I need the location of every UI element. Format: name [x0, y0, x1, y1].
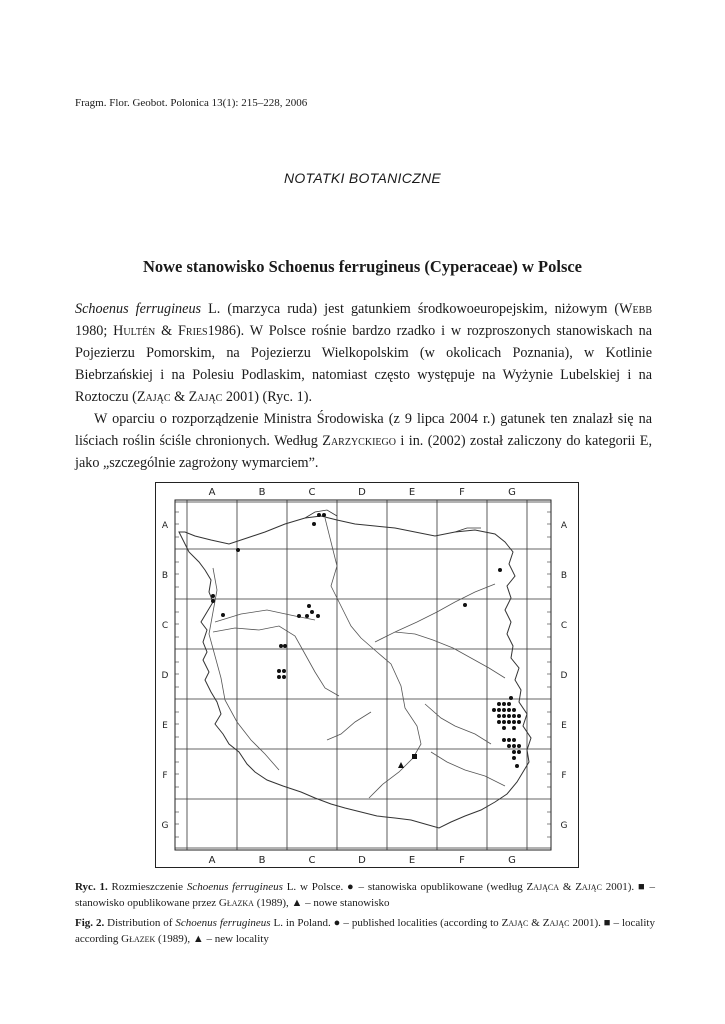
text-run: L. (marzyca ruda) jest gatunkiem środkowoeuropejskim, niżowym (: [201, 301, 620, 317]
distribution-map: [155, 482, 579, 868]
author-name: Głazek: [121, 933, 156, 945]
text-run: L. w Polsce.: [282, 881, 348, 893]
row-label-right: B: [560, 571, 568, 581]
triangle-symbol: ▲: [192, 933, 204, 945]
text-run: L. in Poland.: [270, 917, 334, 929]
row-label-left: A: [161, 521, 169, 531]
text-run: – stanowiska opublikowane (według: [354, 881, 527, 893]
river-narew: [395, 584, 495, 632]
text-run: 2001) (Ryc. 1).: [222, 389, 313, 405]
text-run: (1989),: [155, 933, 193, 945]
col-label-top: A: [208, 487, 216, 498]
row-label-right: G: [560, 821, 568, 831]
text-run: 1980;: [75, 323, 114, 339]
river-wieprz: [425, 704, 491, 744]
row-label-left: B: [161, 571, 169, 581]
grid-row-labels: [162, 521, 568, 831]
species-name: Schoenus ferrugineus: [75, 301, 202, 317]
col-label-top: B: [258, 487, 266, 498]
text-run: 2001).: [601, 881, 638, 893]
col-label-bottom: E: [408, 855, 416, 866]
text-run: &: [559, 881, 576, 893]
species-name: Schoenus ferrugineus: [175, 917, 271, 929]
text-run: – stanowisko opublikowane przez: [75, 881, 655, 909]
glazek-locality-square: [412, 754, 417, 759]
text-run: &: [170, 389, 189, 405]
author-name: Zając: [542, 917, 570, 929]
row-label-right: D: [560, 671, 568, 681]
row-label-right: F: [561, 771, 567, 781]
river-oder: [209, 568, 279, 770]
square-symbol: ■: [637, 881, 646, 893]
col-label-top: C: [308, 487, 316, 498]
text-run: Distribution of: [104, 917, 176, 929]
river-pilica: [327, 712, 371, 740]
author-name: Zając: [188, 389, 223, 405]
row-label-left: E: [162, 721, 168, 731]
row-label-right: A: [560, 521, 568, 531]
author-name: Zając: [136, 389, 171, 405]
author-name: Fries: [178, 323, 208, 339]
row-label-right: E: [561, 721, 567, 731]
paragraph-2: [75, 408, 652, 474]
published-localities: [211, 513, 521, 768]
text-run: 2001).: [569, 917, 604, 929]
caption-english: [75, 915, 655, 947]
row-label-left: D: [161, 671, 169, 681]
article-body: [75, 298, 652, 474]
text-run: – nowe stanowisko: [302, 897, 390, 909]
journal-citation: Fragm. Flor. Geobot. Polonica 13(1): 215–228, 2006: [75, 97, 308, 109]
col-label-bottom: B: [258, 855, 266, 866]
triangle-symbol: ▲: [291, 897, 303, 909]
author-name: Webb: [619, 301, 652, 317]
author-name: Zając: [501, 917, 529, 929]
text-run: Rozmieszczenie: [107, 881, 187, 893]
river-vistula: [325, 518, 421, 798]
map-inner-frame: [175, 500, 551, 850]
species-name: Schoenus ferrugineus: [186, 881, 283, 893]
text-run: &: [155, 323, 179, 339]
col-label-bottom: A: [208, 855, 216, 866]
text-run: &: [528, 917, 543, 929]
grid-column-labels: [209, 487, 516, 866]
paragraph-1: [75, 298, 652, 408]
col-label-top: G: [508, 487, 516, 498]
col-label-bottom: G: [508, 855, 516, 866]
row-label-left: C: [161, 621, 169, 631]
col-label-bottom: C: [308, 855, 316, 866]
poland-border: [179, 516, 531, 828]
map-frame: [156, 483, 579, 868]
new-locality-triangle: [398, 762, 404, 768]
caption-label: Fig. 2.: [75, 917, 105, 929]
text-run: – new locality: [203, 933, 269, 945]
col-label-top: E: [408, 487, 416, 498]
col-label-bottom: F: [459, 855, 465, 866]
square-symbol: ■: [603, 917, 611, 929]
article-title: Nowe stanowisko Schoenus ferrugineus (Cyperaceae) w Polsce: [142, 257, 583, 276]
coastline-lagoon: [305, 510, 481, 532]
author-name: Zając: [575, 881, 602, 893]
dot-symbol: ●: [347, 881, 355, 893]
row-label-left: G: [161, 821, 169, 831]
river-san: [431, 752, 505, 786]
author-name: Hultén: [113, 323, 156, 339]
col-label-top: F: [459, 487, 465, 498]
text-run: i in. (2002) został zaliczony do kategorii E, jako „szczególnie zagrożony wymarciem”.: [75, 433, 653, 471]
col-label-bottom: D: [358, 855, 366, 866]
text-run: – published localities (according to: [340, 917, 502, 929]
caption-polish: [75, 879, 655, 911]
text-run: 1986). W Polsce rośnie bardzo rzadko i w rozproszonych stanowiskach na Pojezierzu Pomorskim, na Pojezierzu Wielkopolskim (w okolicach Poznania), w Kotlinie Biebrzańskiej i na Polesiu Podlaskim, natomiast często występuje na Wyżynie Lubelskiej i na Roztoczu (: [75, 323, 652, 405]
col-label-top: D: [358, 487, 366, 498]
frame-ticks: [175, 512, 551, 837]
river-warta: [213, 626, 339, 696]
grid-lines: [175, 500, 551, 850]
text-run: (1989),: [253, 897, 292, 909]
row-label-left: F: [162, 771, 168, 781]
text-run: W oparciu o rozporządzenie Ministra Środowiska (z 9 lipca 2004 r.) gatunek ten znalazł się na liściach roślin ściśle chronionych. Według: [75, 411, 652, 449]
text-run: – locality according: [75, 917, 655, 945]
section-title: NOTATKI BOTANICZNE: [283, 170, 442, 186]
dot-symbol: ●: [333, 917, 341, 929]
author-name: Zarzyckiego: [322, 433, 396, 449]
author-name: Zająca: [526, 881, 560, 893]
author-name: Głazka: [218, 897, 254, 909]
caption-label: Ryc. 1.: [75, 881, 108, 893]
row-label-right: C: [560, 621, 568, 631]
